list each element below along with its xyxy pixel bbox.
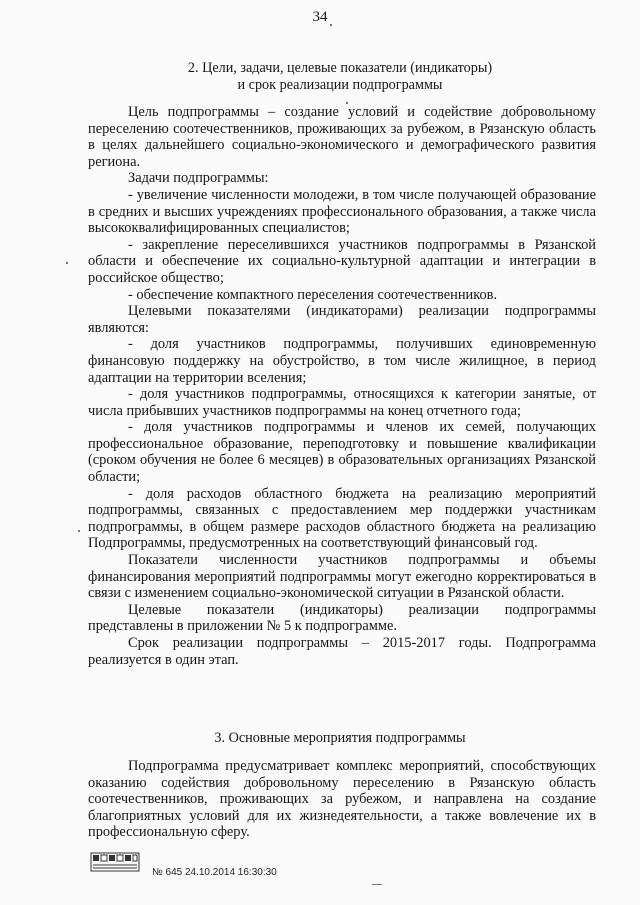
paragraph-term: Срок реализации подпрограммы – 2015-2017 годы. Подпрограмма реализуется в один этап. xyxy=(88,635,596,668)
section-3-heading: 3. Основные мероприятия подпрограммы xyxy=(214,730,466,746)
section-2-heading-line-1: 2. Цели, задачи, целевые показатели (индикаторы) xyxy=(187,60,493,76)
paragraph-tasks-intro: Задачи подпрограммы: xyxy=(128,170,269,187)
scan-speck xyxy=(78,530,80,532)
scan-speck xyxy=(330,24,332,26)
paragraph-appendix: Целевые показатели (индикаторы) реализации подпрограммы представлены в приложении № 5 к подпрограмме. xyxy=(88,601,596,635)
page-footer xyxy=(90,852,390,892)
paragraph-task-1: - увеличение численности молодежи, в том числе получающей образование в средних и высших учреждениях профессионального образования, а также числа высококвалифицированных специалистов; xyxy=(88,186,596,237)
paragraph-indicators-intro: Целевыми показателями (индикаторами) реализации подпрограммы являются: xyxy=(88,303,596,336)
scan-speck xyxy=(66,262,68,264)
scan-speck xyxy=(346,102,348,104)
paragraph-adjustment: Показатели численности участников подпрограммы и объемы финансирования мероприятий подпрограммы могут ежегодно корректироваться в связи с изменением социально-экономической ситуации в Рязанской области. xyxy=(88,552,596,602)
paragraph-indicator-1: - доля участников подпрограммы, получивших единовременную финансовую поддержку на обустройство, в том числе жилищное, в период адаптации на территории вселения; xyxy=(88,336,596,386)
paragraph-task-2: - закрепление переселившихся участников подпрограммы в Рязанской области и обеспечение их социально-культурной адаптации и интеграции в российское общество; xyxy=(88,236,596,286)
paragraph-indicator-3: - доля участников подпрограммы и членов их семей, получающих профессиональное образование, переподготовку и повышение квалификации (сроком обучения не более 6 месяцев) в образовательных организациях Рязанской области; xyxy=(88,419,596,486)
section-3-body xyxy=(88,758,596,841)
document-registration-number: № 645 24.10.2014 16:30:30 xyxy=(152,867,277,878)
document-registration-stamp-icon xyxy=(90,852,140,872)
section-2-heading-line-2: и срок реализации подпрограммы xyxy=(237,77,443,93)
section-2-body xyxy=(88,104,596,668)
paragraph-indicator-2: - доля участников подпрограммы, относящихся к категории занятые, от числа прибывших участников подпрограммы на конец отчетного года; xyxy=(88,386,596,419)
paragraph-task-3: - обеспечение компактного переселения соотечественников. xyxy=(128,286,498,303)
scan-speck xyxy=(372,884,382,885)
paragraph-indicator-4: - доля расходов областного бюджета на реализацию мероприятий подпрограммы, связанных с предоставлением мер поддержки участникам подпрограммы, в общем размере расходов областного бюджета на реализацию Подпрограммы, предусмотренных на соответствующий финансовый год. xyxy=(88,485,596,552)
page-number: 34 xyxy=(312,9,328,25)
paragraph-goal: Цель подпрограммы – создание условий и содействие добровольному переселению соотечественников, проживающих за рубежом, в Рязанскую область в целях дальнейшего социально-экономического и демографического развития региона. xyxy=(88,104,596,170)
section-2-heading xyxy=(60,60,620,94)
paragraph-measures: Подпрограмма предусматривает комплекс мероприятий, способствующих оказанию содействия добровольному переселению в Рязанскую область соотечественников, проживающих за рубежом, и направлена на создание благоприятных условий для их жизнедеятельности, а также вовлечение их в профессиональную сферу. xyxy=(88,758,596,841)
